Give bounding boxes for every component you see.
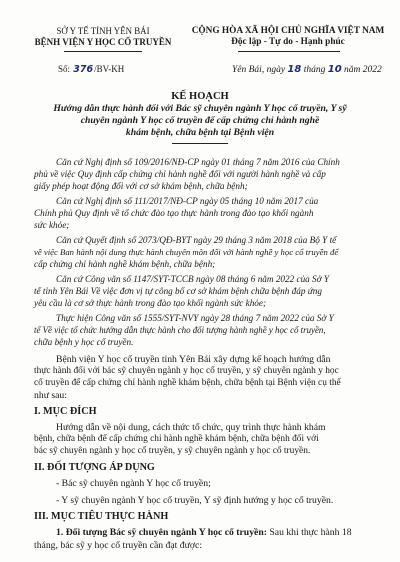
legal-basis-4-line-1: Căn cứ Công văn số 1147/SYT-TCCB ngày 08 tháng 6 năm 2022 của Sở Y [56, 274, 329, 284]
date-prefix: Yên Bái, ngày [232, 65, 286, 75]
legal-basis-3-line-2: về việc Ban hành nội dung thực hành chuyên môn đối với hành nghề y học cổ truyền để [34, 247, 339, 257]
document-title: KẾ HOẠCH [171, 91, 229, 102]
section-2-item-2: - Y sỹ chuyên ngành Y học cổ truyền, Y sỹ định hướng y học cổ truyền. [56, 495, 334, 506]
intro-line-2: thực hành đối với bác sỹ chuyên ngành y học cổ truyền, y sỹ chuyên ngành y học [34, 366, 339, 376]
section-3-sub-label: 1. Đối tượng Bác sỹ chuyên ngành Y học cổ truyền: [56, 527, 267, 538]
section-1-line-2: bệnh, chữa bệnh để cấp chứng chỉ hành nghề khám bệnh, chữa bệnh đối với [34, 434, 319, 444]
title-subline-1: Hướng dẫn thực hành đối với Bác sỹ chuyên ngành Y học cổ truyền, Y sỹ [53, 103, 347, 114]
intro-line-4: như sau: [34, 390, 67, 401]
month-prefix: tháng [303, 65, 326, 75]
issue-date [232, 64, 382, 75]
legal-basis-4-line-3: yêu cầu là cơ sở thực hành trong đào tạo khối ngành sức khỏe; [34, 298, 267, 308]
section-1-line-3: bác sỹ chuyên ngành y học cổ truyền, y sỹ chuyên ngành y học cổ truyền. [34, 446, 311, 456]
document-number [58, 64, 124, 75]
section-3-sub-rest: Sau khi thực hành 18 [266, 527, 352, 538]
legal-basis-2-line-3: sức khỏe; [34, 220, 70, 230]
legal-basis-1-line-1: Căn cứ Nghị định số 109/2016/NĐ-CP ngày 01 tháng 7 năm 2016 của Chính [56, 157, 340, 167]
section-2-heading: II. ĐỐI TƯỢNG ÁP DỤNG [34, 462, 155, 473]
section-1-heading: I. MỤC ĐÍCH [34, 406, 97, 417]
legal-basis-2-line-1: Căn cứ Nghị định số 111/2017/NĐ-CP ngày 05 tháng 10 năm 2017 của [56, 196, 319, 206]
section-3-sub-line-2: tháng, bác sỹ y học cổ truyền cần đạt được: [34, 540, 203, 551]
legal-basis-5-line-3: chữa bệnh y học cổ truyền. [34, 337, 134, 347]
number-prefix: Số: [58, 64, 71, 74]
month-handwritten: 10 [327, 64, 342, 75]
title-subline-2: chuyên ngành Y học cổ truyền để cấp chứng chỉ hành nghề [80, 115, 320, 126]
hospital-underline [64, 51, 142, 52]
country-name: CỘNG HÒA XÃ HỘI CHỦ NGHĨA VIỆT NAM [191, 26, 385, 36]
intro-line-1: Bệnh viện Y học cổ truyền tỉnh Yên Bái xây dựng kế hoạch hướng dẫn [56, 354, 331, 365]
year-text: năm 2022 [344, 65, 382, 75]
legal-basis-5-line-2: tế Về việc tổ chức hướng dẫn thực hành cho đối tượng hành nghề y học cổ truyền, [34, 325, 326, 335]
section-2-item-1: - Bác sỹ chuyên ngành Y học cổ truyền; [56, 478, 211, 489]
section-3-subheading [56, 527, 352, 538]
national-motto: Độc lập - Tự do - Hạnh phúc [231, 37, 345, 47]
legal-basis-3-line-3: cấp chứng chỉ hành nghề khám bệnh, chữa bệnh; [34, 259, 216, 269]
number-handwritten: 376 [73, 64, 94, 75]
legal-basis-3-line-1: Căn cứ Quyết định số 2073/QĐ-BYT ngày 29 tháng 3 năm 2018 của Bộ Y tế [56, 235, 337, 245]
legal-basis-1-line-2: phủ về việc Quy định cấp chứng chỉ hành nghề đối với người hành nghề và cấp [34, 169, 326, 179]
legal-basis-2-line-2: Chính phủ Quy định về tổ chức đào tạo thực hành trong đào tạo khối ngành [34, 208, 314, 218]
intro-line-3: cổ truyền để cấp chứng chỉ hành nghề khám bệnh, chữa bệnh tại Bệnh viện cụ thể [34, 378, 341, 388]
ministry-name: SỞ Y TẾ TỈNH YÊN BÁI [56, 26, 150, 36]
motto-underline [238, 51, 340, 52]
legal-basis-5-line-1: Thực hiện Công văn số 1555/SYT-NVY ngày 28 tháng 7 năm 2022 của Sở Y [56, 313, 334, 323]
legal-basis-4-line-2: tế tỉnh Yên Bái Về việc đơn vị tự công bố cơ sở khám bệnh chữa bệnh đáp ứng [34, 286, 322, 296]
title-underline [172, 143, 228, 144]
number-suffix: /BV-KH [94, 64, 125, 74]
title-subline-3: khám bệnh, chữa bệnh tại Bệnh viện [125, 127, 275, 138]
section-1-line-1: Hướng dẫn về nội dung, cách thức tổ chức, quy trình thực hành khám [56, 422, 326, 433]
legal-basis-1-line-3: giấy phép hoạt động đối với cơ sở khám bệnh, chữa bệnh; [34, 181, 248, 191]
day-handwritten: 18 [287, 64, 302, 75]
hospital-name: BỆNH VIỆN Y HỌC CỔ TRUYỀN [34, 37, 172, 47]
section-3-heading: III. MỤC TIÊU THỰC HÀNH [34, 511, 169, 522]
